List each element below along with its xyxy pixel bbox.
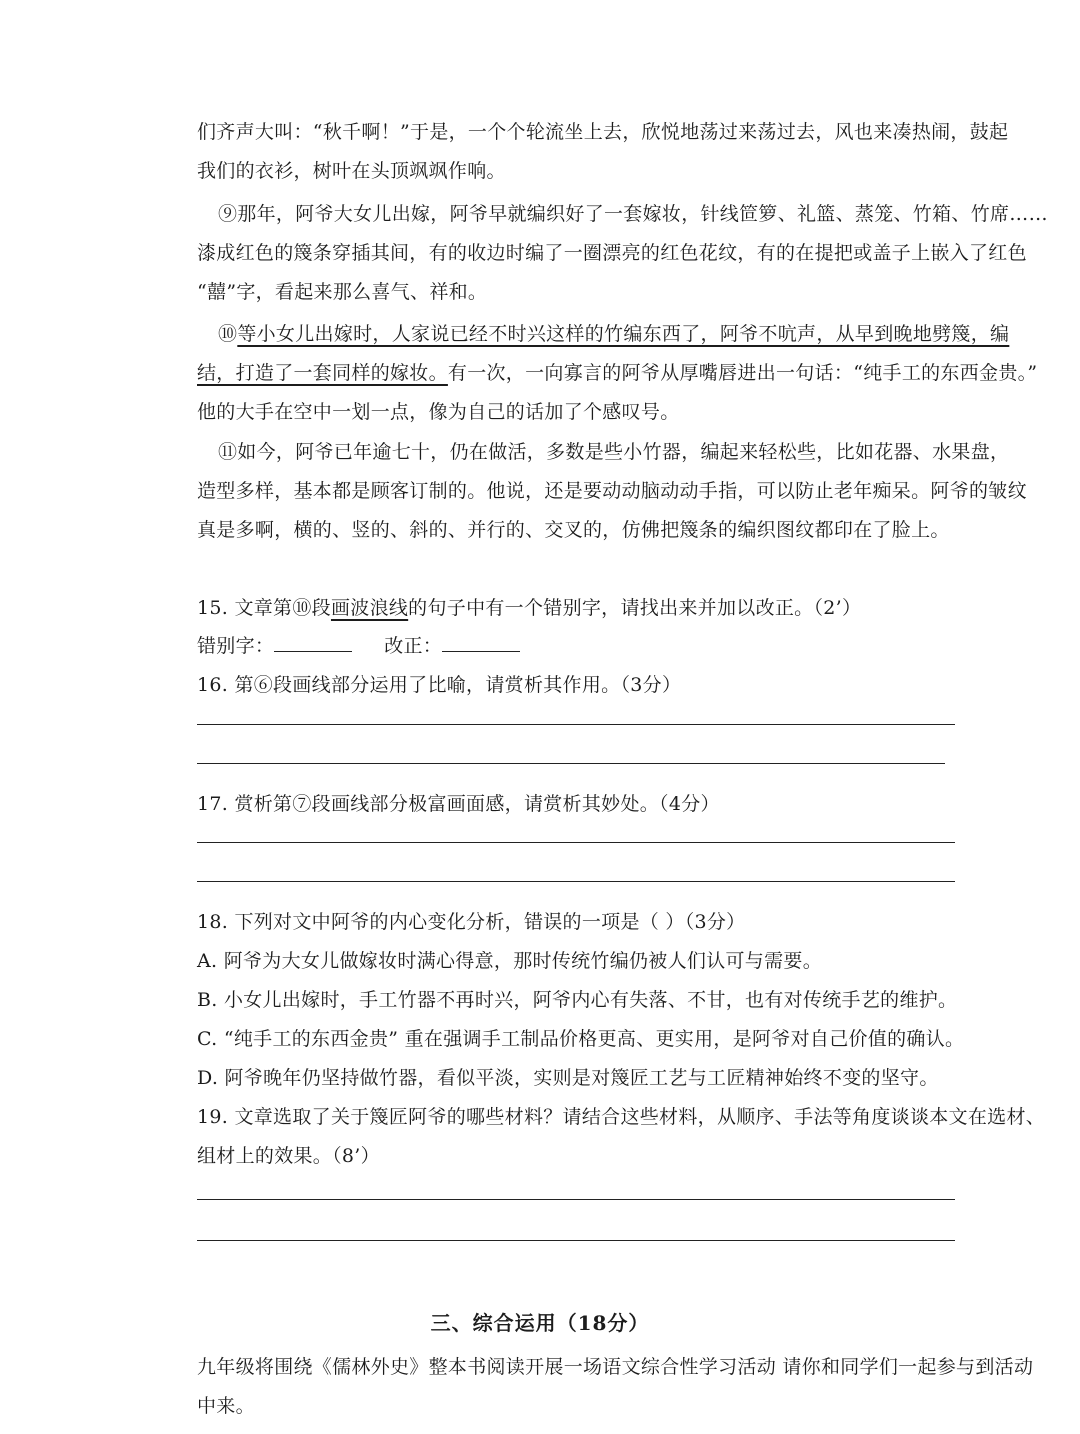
answer-line[interactable] (197, 881, 955, 882)
question-19-line: 19. 文章选取了关于篾匠阿爷的哪些材料？请结合这些材料，从顺序、手法等角度谈谈本文在选材、 (197, 1106, 1046, 1128)
passage-line: 我们的衣衫，树叶在头顶飒飒作响。 (197, 160, 506, 182)
paragraph-11-line: 造型多样，基本都是顾客订制的。他说，还是要动动脑动动手指，可以防止老年痴呆。阿爷的皱纹 (197, 480, 1027, 502)
option-a[interactable]: A. 阿爷为大女儿做嫁妆时满心得意，那时传统竹编仍被人们认可与需要。 (197, 950, 823, 972)
option-d[interactable]: D. 阿爷晚年仍坚持做竹器，看似平淡，实则是对篾匠工艺与工匠精神始终不变的坚守。 (197, 1067, 939, 1089)
question-text: 15. 文章第⑩段 (197, 597, 331, 619)
paragraph-10-line (197, 358, 1038, 385)
section-intro-line: 九年级将围绕《儒林外史》整本书阅读开展一场语文综合性学习活动 请你和同学们一起参与到活动 (197, 1356, 1034, 1378)
answer-line[interactable] (197, 1240, 955, 1241)
option-b[interactable]: B. 小女儿出嫁时，手工竹器不再时兴，阿爷内心有失落、不甘，也有对传统手艺的维护。 (197, 989, 958, 1011)
paragraph-11-line: ⑪如今，阿爷已年逾七十，仍在做活，多数是些小竹器，编起来轻松些，比如花器、水果盘， (218, 441, 1010, 463)
question-19-line: 组材上的效果。（8’） (197, 1145, 380, 1167)
question-15 (197, 593, 956, 620)
paragraph-text: 有一次，一向寡言的阿爷从厚嘴唇进出一句话：“纯手工的东西金贵。” (447, 362, 1038, 384)
option-c[interactable]: C. “纯手工的东西金贵” 重在强调手工制品价格更高、更实用，是阿爷对自己价值的确认。 (197, 1028, 965, 1050)
paragraph-9-line: 漆成红色的篾条穿插其间，有的收边时编了一圈漂亮的红色花纹，有的在提把或盖子上嵌入了红色 (197, 242, 1027, 264)
question-15-answer-row (197, 631, 956, 658)
passage-line: 们齐声大叫：“秋千啊！”于是，一个个轮流坐上去，欣悦地荡过来荡过去，风也来凑热闹，鼓起 (197, 121, 1009, 143)
question-17: 17. 赏析第⑦段画线部分极富画面感，请赏析其妙处。（4分） (197, 793, 720, 815)
section-intro-line: 中来。 (197, 1395, 255, 1417)
correction-label: 改正： (384, 635, 443, 657)
answer-line[interactable] (197, 724, 955, 725)
underlined-sentence: 结，打造了一套同样的嫁妆。 (197, 362, 448, 384)
question-text: 的句子中有一个错别字，请找出来并加以改正。（2’） (408, 597, 862, 619)
paragraph-10-line (218, 319, 1010, 346)
paragraph-9-line: ⑨那年，阿爷大女儿出嫁，阿爷早就编织好了一套嫁妆，针线笸箩、礼篮、蒸笼、竹箱、竹席…… (218, 203, 1048, 225)
answer-line[interactable] (197, 763, 945, 764)
paragraph-10-line: 他的大手在空中一划一点，像为自己的话加了个感叹号。 (197, 401, 680, 423)
answer-line[interactable] (197, 1199, 955, 1200)
wrong-char-blank[interactable] (274, 633, 352, 652)
paragraph-marker: ⑩ (218, 323, 238, 345)
section-heading: 三、综合运用（18分） (430, 1311, 650, 1335)
underlined-sentence: 等小女儿出嫁时，人家说已经不时兴这样的竹编东西了，阿爷不吭声，从早到晚地劈篾，编 (237, 323, 1010, 345)
paragraph-11-line: 真是多啊，横的、竖的、斜的、并行的、交叉的，仿佛把篾条的编织图纹都印在了脸上。 (197, 519, 950, 541)
paragraph-9-line: “囍”字，看起来那么喜气、祥和。 (197, 281, 488, 303)
wavy-line-term: 画波浪线 (330, 597, 409, 619)
answer-line[interactable] (197, 842, 955, 843)
question-16: 16. 第⑥段画线部分运用了比喻，请赏析其作用。（3分） (197, 674, 682, 696)
correction-blank[interactable] (442, 633, 520, 652)
question-18: 18. 下列对文中阿爷的内心变化分析，错误的一项是（ ）（3分） (197, 911, 746, 933)
wrong-char-label: 错别字： (197, 635, 275, 657)
